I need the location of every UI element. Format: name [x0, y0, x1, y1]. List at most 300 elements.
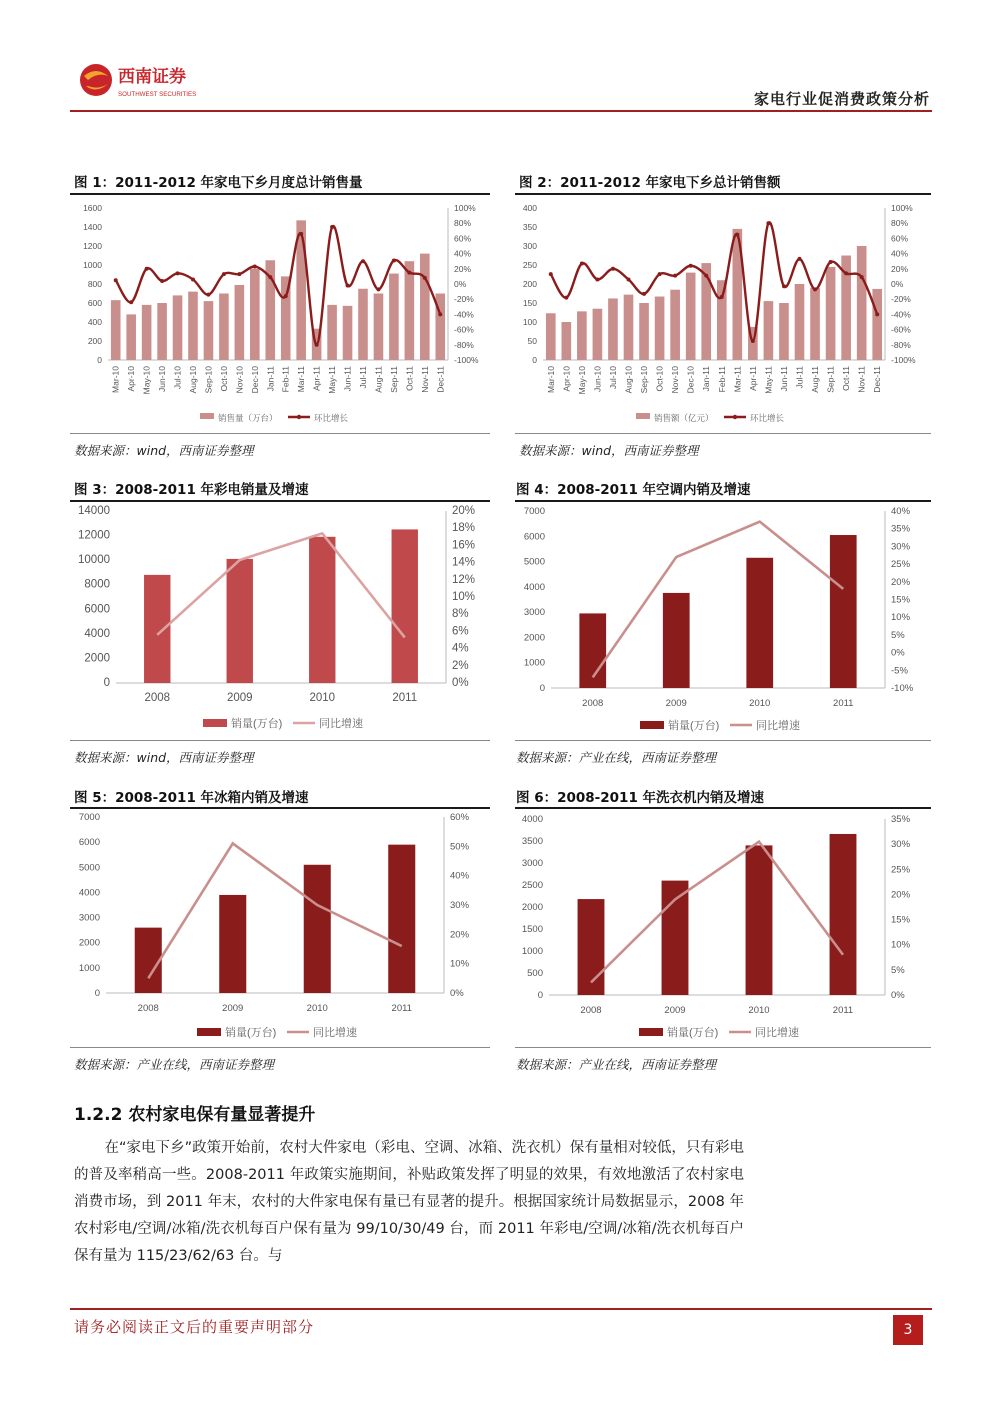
bar: [546, 313, 556, 360]
x-tick-label: May-11: [327, 366, 338, 394]
y2-tick-label: 40%: [891, 248, 909, 259]
x-tick-label: 2009: [665, 698, 687, 709]
bar: [219, 895, 246, 993]
y2-tick-label: 20%: [452, 505, 476, 517]
x-tick-label: Mar-10: [545, 366, 556, 393]
x-tick-label: Jan-11: [265, 366, 276, 392]
y2-tick-label: 20%: [450, 929, 470, 941]
legend-line-marker: [297, 415, 301, 419]
x-tick-label: Aug-10: [623, 366, 634, 394]
x-tick-label: 2009: [222, 1003, 244, 1014]
bar: [142, 305, 152, 360]
legend-bar-label: 销量(万台): [231, 718, 283, 730]
y-tick-label: 800: [87, 279, 102, 289]
x-tick-label: Dec-10: [685, 366, 696, 394]
bar: [157, 303, 167, 360]
bar: [810, 288, 820, 360]
bar: [219, 294, 229, 361]
series-point: [361, 259, 365, 263]
bar: [826, 267, 836, 360]
bar: [111, 300, 121, 360]
y-tick-label: 4000: [78, 887, 100, 899]
header-title: 家电行业促消费政策分析: [753, 90, 930, 108]
series-point: [392, 258, 396, 262]
bar: [593, 309, 603, 360]
x-tick-label: Feb-11: [716, 366, 727, 393]
chart-figure-6: [515, 809, 931, 1045]
legend-line-label: 同比增速: [313, 1027, 357, 1039]
y-tick-label: 3000: [523, 607, 545, 619]
legend-bar-label: 销量(万台): [668, 720, 720, 732]
x-tick-label: Oct-11: [841, 366, 852, 391]
legend-bar-label: 销量(万台): [667, 1027, 719, 1039]
figure-4-title: 图 4：2008-2011 年空调内销及增速: [516, 482, 751, 498]
bar: [204, 301, 214, 360]
company-logo: [78, 60, 208, 102]
x-tick-label: Jul-11: [358, 366, 368, 389]
bar: [686, 273, 696, 360]
bar: [764, 301, 774, 360]
x-tick-label: Oct-10: [654, 366, 665, 392]
y2-tick-label: 14%: [452, 556, 476, 569]
figure-5-title: 图 5：2008-2011 年冰箱内销及增速: [74, 790, 309, 806]
series-point: [191, 277, 195, 281]
series-point: [206, 293, 210, 297]
series-point: [860, 275, 864, 279]
figure-3-title: 图 3：2008-2011 年彩电销量及增速: [74, 482, 309, 498]
x-tick-label: Jul-11: [794, 366, 805, 389]
y2-tick-label: 10%: [452, 591, 476, 603]
figure-1-title: 图 1：2011-2012 年家电下乡月度总计销售量: [74, 175, 363, 191]
y-tick-label: 7000: [78, 812, 100, 823]
series-line: [593, 522, 844, 678]
y2-tick-label: 50%: [450, 841, 470, 853]
bar: [235, 285, 245, 360]
x-tick-label: Sep-10: [639, 366, 650, 394]
y-tick-label: 1000: [83, 260, 102, 270]
series-point: [564, 296, 568, 300]
y-tick-label: 350: [522, 222, 537, 232]
y2-tick-label: 0%: [891, 279, 904, 289]
figure-5-bottom-rule: [70, 1047, 490, 1048]
series-point: [423, 276, 427, 280]
x-tick-label: Dec-11: [435, 366, 446, 393]
x-tick-label: 2010: [309, 692, 336, 704]
figure-2-title: 图 2：2011-2012 年家电下乡总计销售额: [519, 175, 781, 191]
logo-circle-icon: [80, 64, 112, 96]
series-point: [222, 272, 226, 276]
y2-tick-label: -5%: [891, 665, 908, 677]
bar: [374, 294, 384, 361]
x-tick-label: Dec-11: [872, 366, 883, 393]
bar: [250, 269, 260, 360]
y2-tick-label: 10%: [891, 939, 911, 951]
x-tick-label: Oct-10: [218, 366, 229, 392]
y2-tick-label: 2%: [452, 659, 469, 672]
y-tick-label: 1000: [78, 962, 100, 974]
y-tick-label: 0: [537, 990, 543, 1001]
series-point: [673, 274, 677, 278]
y2-tick-label: 25%: [891, 559, 911, 571]
legend-line-label: 同比增速: [755, 1027, 799, 1039]
y-tick-label: 4000: [521, 814, 543, 825]
y2-tick-label: 20%: [891, 576, 911, 588]
y2-tick-label: 20%: [891, 889, 911, 901]
bar: [144, 575, 170, 683]
figure-5-source: 数据来源：产业在线，西南证券整理: [74, 1057, 275, 1072]
y-tick-label: 1600: [83, 203, 102, 213]
y-tick-label: 1500: [521, 924, 543, 935]
y2-tick-label: 20%: [891, 263, 909, 274]
bar: [608, 298, 618, 360]
y-tick-label: 1000: [523, 657, 545, 669]
series-point: [611, 267, 615, 271]
bar: [577, 311, 587, 360]
x-tick-label: 2008: [137, 1003, 159, 1014]
y2-tick-label: 6%: [452, 625, 469, 638]
legend-bar-swatch: [200, 413, 214, 419]
y-tick-label: 500: [527, 968, 543, 979]
y-tick-label: 0: [97, 355, 102, 365]
series-point: [346, 284, 350, 288]
y2-tick-label: 25%: [891, 864, 911, 876]
x-tick-label: Jul-10: [172, 366, 183, 390]
y2-tick-label: -20%: [454, 294, 474, 305]
y2-tick-label: 60%: [454, 233, 472, 244]
x-tick-label: Sep-11: [825, 366, 836, 393]
legend-bar-swatch: [640, 721, 664, 729]
x-tick-label: Jun-10: [157, 366, 168, 392]
series-point: [299, 232, 303, 236]
y-tick-label: 250: [522, 260, 537, 270]
bar: [304, 865, 331, 993]
y-tick-label: 0: [539, 683, 545, 694]
y2-tick-label: 0%: [891, 990, 905, 1001]
series-point: [253, 265, 257, 269]
series-point: [813, 287, 817, 291]
x-tick-label: Oct-11: [404, 366, 415, 391]
series-point: [284, 294, 288, 298]
series-point: [642, 292, 646, 296]
x-tick-label: Feb-11: [280, 366, 291, 393]
footer-disclaimer: 请务必阅读正文后的重要声明部分: [74, 1318, 315, 1336]
legend-bar-swatch: [639, 1028, 663, 1036]
series-line: [591, 842, 843, 983]
figure-2-bottom-rule: [515, 433, 931, 434]
figure-4-bottom-rule: [515, 740, 931, 741]
bar: [830, 834, 857, 995]
footer-divider: [70, 1308, 932, 1310]
x-tick-label: 2010: [748, 1005, 770, 1016]
y2-tick-label: -40%: [454, 309, 474, 320]
y-tick-label: 600: [87, 298, 102, 308]
bar: [624, 295, 634, 360]
series-point: [627, 277, 631, 281]
x-tick-label: Aug-11: [810, 366, 821, 393]
y2-tick-label: 0%: [452, 677, 469, 689]
figure-4-source: 数据来源：产业在线，西南证券整理: [516, 750, 717, 765]
y-tick-label: 150: [522, 298, 537, 308]
y2-tick-label: 35%: [891, 814, 911, 825]
y2-tick-label: 40%: [454, 248, 472, 259]
y-tick-label: 2000: [521, 902, 543, 913]
series-point: [829, 260, 833, 264]
series-point: [315, 343, 319, 347]
legend-line-label: 环比增长: [314, 413, 349, 423]
figure-2-top-rule: [515, 193, 931, 195]
series-point: [689, 264, 693, 268]
x-tick-label: Jul-10: [607, 366, 618, 390]
series-point: [237, 272, 241, 276]
figure-6-source: 数据来源：产业在线，西南证券整理: [516, 1057, 717, 1072]
y2-tick-label: 4%: [452, 642, 469, 655]
x-tick-label: Apr-11: [747, 366, 758, 391]
bar: [327, 305, 337, 360]
y-tick-label: 3500: [521, 836, 543, 847]
bar: [388, 845, 415, 993]
bar: [405, 261, 415, 360]
y2-tick-label: 30%: [891, 839, 911, 851]
y-tick-label: 200: [87, 336, 102, 346]
y-tick-label: 200: [522, 279, 537, 289]
x-tick-label: Jun-10: [592, 366, 603, 392]
series-point: [720, 295, 724, 299]
y2-tick-label: 100%: [454, 203, 476, 213]
y2-tick-label: 5%: [891, 629, 905, 641]
legend-bar-label: 销售量（万台）: [218, 413, 278, 423]
legend-line-marker: [733, 415, 737, 419]
y2-tick-label: -20%: [891, 294, 911, 305]
bar: [420, 254, 430, 360]
y-tick-label: 300: [522, 241, 537, 251]
page-number: 3: [893, 1315, 923, 1345]
figure-2-source: 数据来源：wind，西南证券整理: [519, 443, 699, 458]
y2-tick-label: 15%: [891, 914, 911, 926]
body-paragraph: 在“家电下乡”政策开始前，农村大件家电（彩电、空调、冰箱、洗衣机）保有量相对较低，只有彩电的普及率稍高一些。2008-2011 年政策实施期间，补贴政策发挥了明显的效果，有效地激活了农村家电消费市场，到 2011 年末，农村的大件家电保有量已有显著的提升。根据国家统计局数据显示，2008 年农村彩电/空调/冰箱/洗衣机每百户保有量为 99/10/30/49 台，而 2011 年彩电/空调/冰箱/洗衣机每百户保有量为 115/23/62/63 台。与: [74, 1140, 744, 1264]
x-tick-label: 2010: [306, 1003, 328, 1014]
series-point: [595, 277, 599, 281]
bar: [227, 559, 253, 683]
legend-bar-swatch: [636, 413, 650, 419]
y-tick-label: 4000: [523, 581, 545, 593]
y-tick-label: 8000: [84, 578, 110, 591]
legend-bar-label: 销售额（亿元）: [654, 413, 714, 423]
series-point: [129, 300, 133, 304]
series-point: [766, 221, 770, 225]
x-tick-label: 2011: [392, 692, 418, 704]
legend-line-label: 同比增速: [756, 720, 800, 732]
header-divider: [70, 110, 932, 112]
legend-line-label: 环比增长: [750, 413, 785, 423]
y2-tick-label: 60%: [891, 233, 909, 244]
chart-figure-5: [70, 809, 490, 1045]
y2-tick-label: 15%: [891, 594, 911, 606]
series-point: [268, 275, 272, 279]
x-tick-label: Sep-11: [388, 366, 399, 393]
x-tick-label: 2008: [144, 692, 171, 704]
y-tick-label: 6000: [523, 531, 545, 543]
bar: [188, 292, 198, 360]
series-point: [798, 257, 802, 261]
figure-6-bottom-rule: [515, 1047, 931, 1048]
legend-line-label: 同比增速: [319, 718, 363, 730]
x-tick-label: Apr-11: [311, 366, 322, 391]
series-point: [751, 339, 755, 343]
legend-bar-swatch: [203, 719, 227, 727]
chart-figure-2: [515, 196, 931, 432]
figure-1-source: 数据来源：wind，西南证券整理: [74, 443, 254, 458]
y-tick-label: 2000: [78, 937, 100, 949]
y2-tick-label: -80%: [891, 339, 911, 350]
chart-figure-1: [70, 196, 490, 432]
y2-tick-label: -100%: [891, 355, 916, 365]
y2-tick-label: 35%: [891, 523, 911, 535]
bar: [663, 593, 690, 688]
y-tick-label: 3000: [521, 858, 543, 869]
bar: [717, 280, 727, 360]
x-tick-label: Nov-10: [234, 366, 245, 394]
x-tick-label: Mar-11: [296, 366, 307, 393]
bar: [670, 290, 680, 360]
y2-tick-label: 100%: [891, 203, 913, 213]
x-tick-label: Mar-10: [110, 366, 121, 393]
section-heading: 1.2.2 农村家电保有量显著提升: [74, 1105, 316, 1125]
series-point: [376, 287, 380, 291]
bar: [779, 303, 789, 360]
x-tick-label: May-10: [576, 366, 587, 395]
x-tick-label: 2009: [226, 692, 253, 704]
figure-3-bottom-rule: [70, 740, 490, 741]
bar: [389, 274, 399, 360]
series-point: [844, 271, 848, 275]
legend-bar-label: 销量(万台): [225, 1027, 277, 1039]
y-tick-label: 12000: [78, 529, 110, 542]
x-tick-label: 2010: [749, 698, 771, 709]
x-tick-label: Jun-11: [342, 366, 353, 392]
bar: [795, 284, 805, 360]
y-tick-label: 5000: [523, 556, 545, 568]
figure-6-title: 图 6：2008-2011 年洗衣机内销及增速: [516, 790, 765, 806]
y-tick-label: 0: [532, 355, 537, 365]
y-tick-label: 6000: [84, 603, 110, 616]
y-tick-label: 6000: [78, 837, 100, 849]
x-tick-label: May-10: [141, 366, 152, 395]
series-point: [176, 271, 180, 275]
y2-tick-label: 10%: [450, 958, 470, 970]
bar: [392, 529, 418, 683]
series-point: [658, 272, 662, 276]
x-tick-label: Jun-11: [778, 366, 789, 392]
y-tick-label: 0: [103, 677, 110, 689]
x-tick-label: Apr-10: [561, 366, 572, 392]
x-tick-label: Mar-11: [732, 366, 743, 393]
y-tick-label: 2000: [84, 652, 110, 665]
x-tick-label: Nov-11: [856, 366, 867, 393]
y2-tick-label: 8%: [452, 608, 469, 621]
y2-tick-label: 0%: [891, 647, 905, 659]
y2-tick-label: 0%: [454, 279, 467, 289]
x-tick-label: 2011: [832, 1005, 854, 1016]
y2-tick-label: 20%: [454, 263, 472, 274]
series-line: [148, 843, 402, 978]
series-point: [438, 312, 442, 316]
series-point: [782, 284, 786, 288]
y2-tick-label: 80%: [891, 218, 909, 229]
logo-en-text: SOUTHWEST SECURITIES: [118, 91, 197, 98]
x-tick-label: 2011: [391, 1003, 412, 1014]
figure-3-source: 数据来源：wind，西南证券整理: [74, 750, 254, 765]
figure-1-bottom-rule: [70, 433, 490, 434]
series-point: [145, 267, 149, 271]
y-tick-label: 2000: [523, 632, 545, 644]
series-point: [407, 271, 411, 275]
bar: [561, 322, 571, 360]
x-tick-label: Aug-10: [188, 366, 198, 394]
y-tick-label: 10000: [78, 554, 110, 567]
y2-tick-label: 40%: [891, 506, 911, 517]
y2-tick-label: -80%: [454, 339, 474, 350]
x-tick-label: 2009: [664, 1005, 686, 1016]
logo-cn-text: 西南证券: [118, 67, 186, 87]
y-tick-label: 1000: [521, 946, 543, 957]
x-tick-label: Jan-11: [701, 366, 712, 392]
bar: [135, 928, 162, 993]
y-tick-label: 7000: [523, 506, 545, 517]
y2-tick-label: 60%: [450, 812, 470, 823]
bar: [830, 535, 857, 688]
y2-tick-label: 18%: [452, 522, 476, 535]
y-tick-label: 2500: [521, 880, 543, 891]
y-tick-label: 4000: [84, 627, 110, 640]
y2-tick-label: -40%: [891, 309, 911, 320]
legend-bar-swatch: [197, 1028, 221, 1036]
bar: [746, 845, 773, 995]
bar: [173, 295, 183, 360]
bar: [309, 537, 335, 683]
series-point: [704, 274, 708, 278]
y-tick-label: 400: [87, 317, 102, 327]
x-tick-label: Sep-10: [203, 366, 214, 394]
y-tick-label: 1400: [83, 222, 102, 232]
y2-tick-label: -60%: [891, 324, 911, 335]
x-tick-label: 2011: [833, 698, 854, 709]
y2-tick-label: 40%: [450, 870, 470, 882]
bar: [857, 246, 867, 360]
y2-tick-label: 80%: [454, 218, 472, 229]
chart-figure-4: [515, 502, 931, 738]
y-tick-label: 3000: [78, 912, 100, 924]
series-point: [160, 279, 164, 283]
x-tick-label: Nov-10: [670, 366, 681, 394]
y-tick-label: 1200: [83, 241, 102, 251]
x-tick-label: 2008: [580, 1005, 602, 1016]
series-point: [875, 312, 879, 316]
y-tick-label: 400: [522, 203, 537, 213]
x-tick-label: May-11: [763, 366, 774, 394]
series-point: [114, 278, 118, 282]
bar: [655, 297, 665, 360]
y-tick-label: 14000: [78, 505, 110, 517]
y-tick-label: 0: [94, 988, 100, 999]
y2-tick-label: 5%: [891, 964, 905, 976]
x-tick-label: Nov-11: [419, 366, 430, 393]
bar: [639, 303, 649, 360]
series-point: [549, 272, 553, 276]
y-tick-label: 100: [522, 317, 537, 327]
y2-tick-label: 0%: [450, 988, 464, 999]
bar: [662, 881, 689, 995]
series-point: [735, 233, 739, 237]
